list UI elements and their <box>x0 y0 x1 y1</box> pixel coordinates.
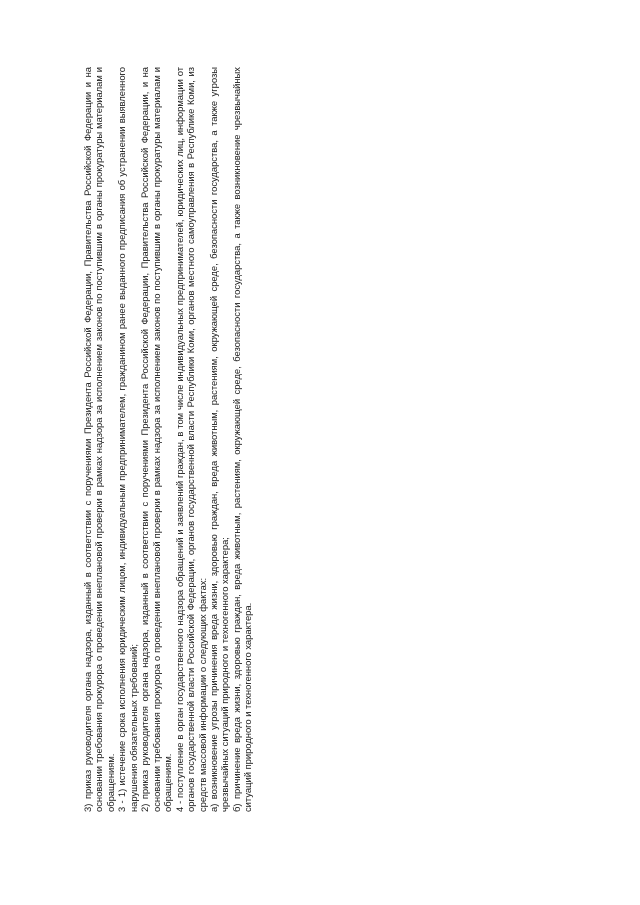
paragraph-item-b: б) причинение вреда жизни, здоровью граждан, вреда животным, растениям, окружающей среде, безопасности государства, а также возникновение чрезвычайных ситуаций природного и техногенного характера. <box>230 67 254 812</box>
document-page <box>82 67 297 812</box>
paragraph-item-3: 3) приказ руководителя органа надзора, изданный в соответствии с поручениями Президента Российской Федерации, Правительства Российской Федерации и на основании требования прокурора о проведении внеплановой проверки в рамках надзора за исполнением законов по поступившим в органы прокуратуры материалам и обращениям. <box>82 67 116 812</box>
paragraph-item-3-1: 3 - 1) истечение срока исполнения юридическим лицом, индивидуальным предпринимателем, гражданином ранее выданного предписания об устранении выявленного нарушения обязательных требований; <box>116 67 139 812</box>
paragraph-item-a: а) возникновение угрозы причинения вреда жизни, здоровью граждан, вреда животным, растениям, окружающей среде, безопасности государства, а также угрозы чрезвычайных ситуаций природного и техногенного характера; <box>207 67 231 812</box>
paragraph-item-4: 4 - поступление в орган государственного надзора обращений и заявлений граждан, в том числе индивидуальных предпринимателей, юридических лиц, информации от органов государственной власти Российской Федерации, органов государственной власти Республики Коми, органов местного самоуправления в Республике Коми, из средств массовой информации о следующих фактах: <box>173 67 208 812</box>
paragraph-item-2: 2) приказ руководителя органа надзора, изданный в соответствии с поручениями Президента Российской Федерации, Правительства Российской Федерации, и на основании требования прокурора о проведении внеплановой проверки в рамках надзора за исполнением законов по поступившим в органы прокуратуры материалам и обращениям. <box>139 67 174 812</box>
